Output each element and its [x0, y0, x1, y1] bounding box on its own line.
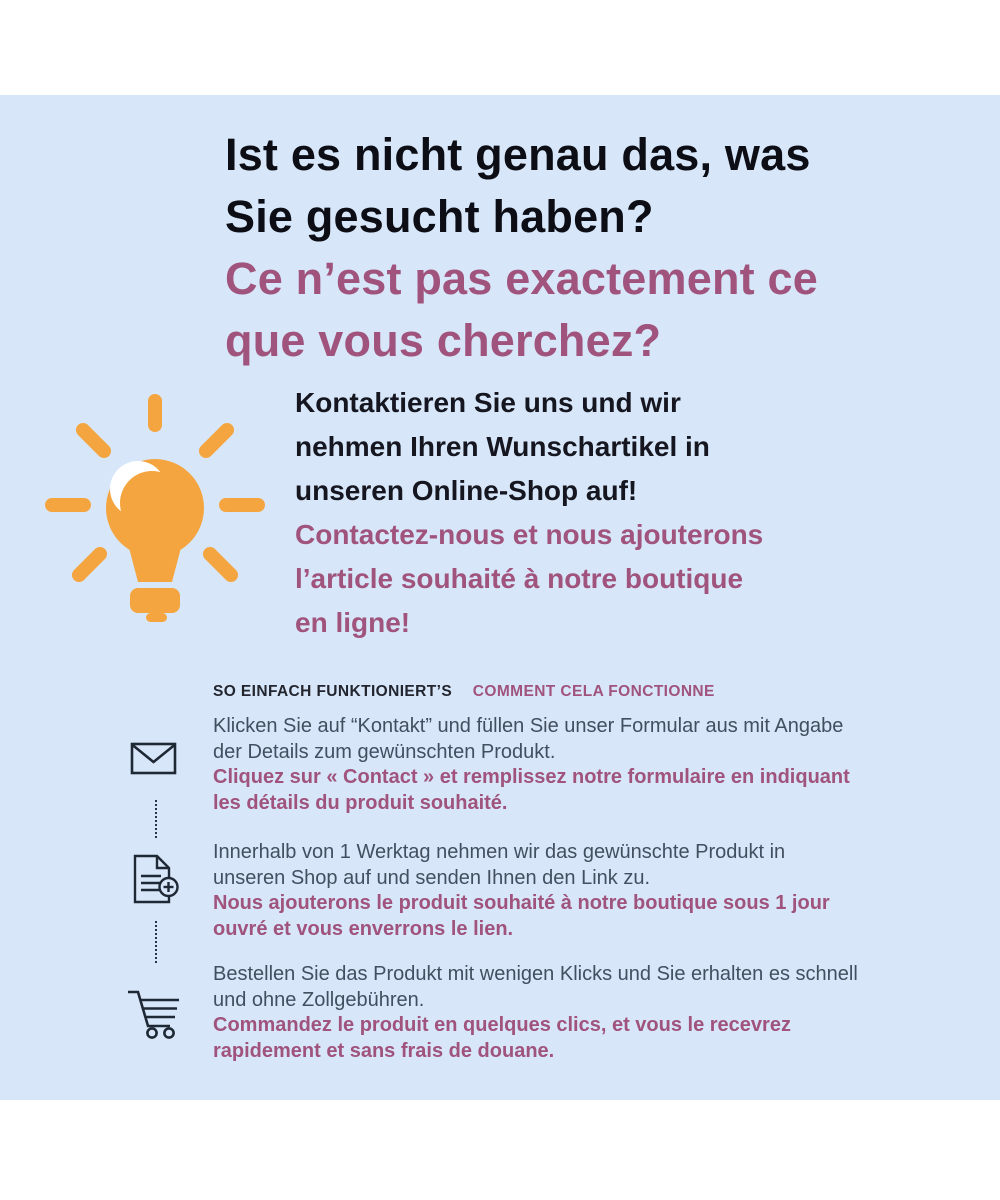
step3-fr-line1: Commandez le produit en quelques clics, et vous le recevrez	[213, 1014, 791, 1036]
document-add-icon	[130, 854, 180, 906]
dotted-connector-2	[155, 921, 157, 963]
step3-de-line2: und ohne Zollgebühren.	[213, 988, 425, 1011]
step1-de-line1: Klicken Sie auf “Kontakt” und füllen Sie unser Formular aus mit Angabe	[213, 715, 844, 737]
how-it-works-header	[213, 683, 715, 701]
step2-fr-line2: ouvré et vous enverrons le lien.	[213, 917, 514, 940]
hero-title-de-line1: Ist es nicht genau das, was	[225, 129, 811, 180]
hero-title-fr-line1: Ce n’est pas exactement ce	[225, 253, 818, 304]
step-1-text	[213, 714, 953, 816]
contact-text-block	[295, 381, 935, 645]
step1-de-line2: der Details zum gewünschten Produkt.	[213, 740, 556, 763]
step1-fr-line1: Cliquez sur « Contact » et remplissez notre formulaire en indiquant	[213, 766, 850, 788]
contact-de-line2: nehmen Ihren Wunschartikel in	[295, 431, 710, 462]
step2-de-line2: unseren Shop auf und senden Ihnen den Link zu.	[213, 866, 651, 889]
contact-de-line1: Kontaktieren Sie uns und wir	[295, 387, 681, 418]
hero-heading	[225, 124, 945, 372]
contact-fr-line2: l’article souhaité à notre boutique	[295, 563, 744, 594]
step3-fr-line2: rapidement et sans frais de douane.	[213, 1039, 555, 1062]
contact-de-line3: unseren Online-Shop auf!	[295, 475, 638, 506]
step-3-text	[213, 962, 953, 1064]
contact-fr-line3: en ligne!	[295, 607, 411, 638]
contact-fr-line1: Contactez-nous et nous ajouterons	[295, 519, 764, 550]
step3-de-line1: Bestellen Sie das Produkt mit wenigen Klicks und Sie erhalten es schnell	[213, 963, 858, 985]
hero-title-de-line2: Sie gesucht haben?	[225, 191, 654, 242]
step2-fr-line1: Nous ajouterons le produit souhaité à notre boutique sous 1 jour	[213, 892, 830, 914]
envelope-icon	[130, 742, 177, 775]
lightbulb-icon	[42, 392, 268, 627]
step2-de-line1: Innerhalb von 1 Werktag nehmen wir das gewünschte Produkt in	[213, 841, 786, 863]
how-it-works-title-de: SO EINFACH FUNKTIONIERT’S	[213, 683, 453, 700]
step-2-text	[213, 840, 953, 942]
hero-title-fr-line2: que vous cherchez?	[225, 315, 662, 366]
step1-fr-line2: les détails du produit souhaité.	[213, 791, 508, 814]
cart-icon	[125, 987, 183, 1039]
dotted-connector-1	[155, 800, 157, 838]
how-it-works-title-fr: COMMENT CELA FONCTIONNE	[472, 683, 715, 700]
